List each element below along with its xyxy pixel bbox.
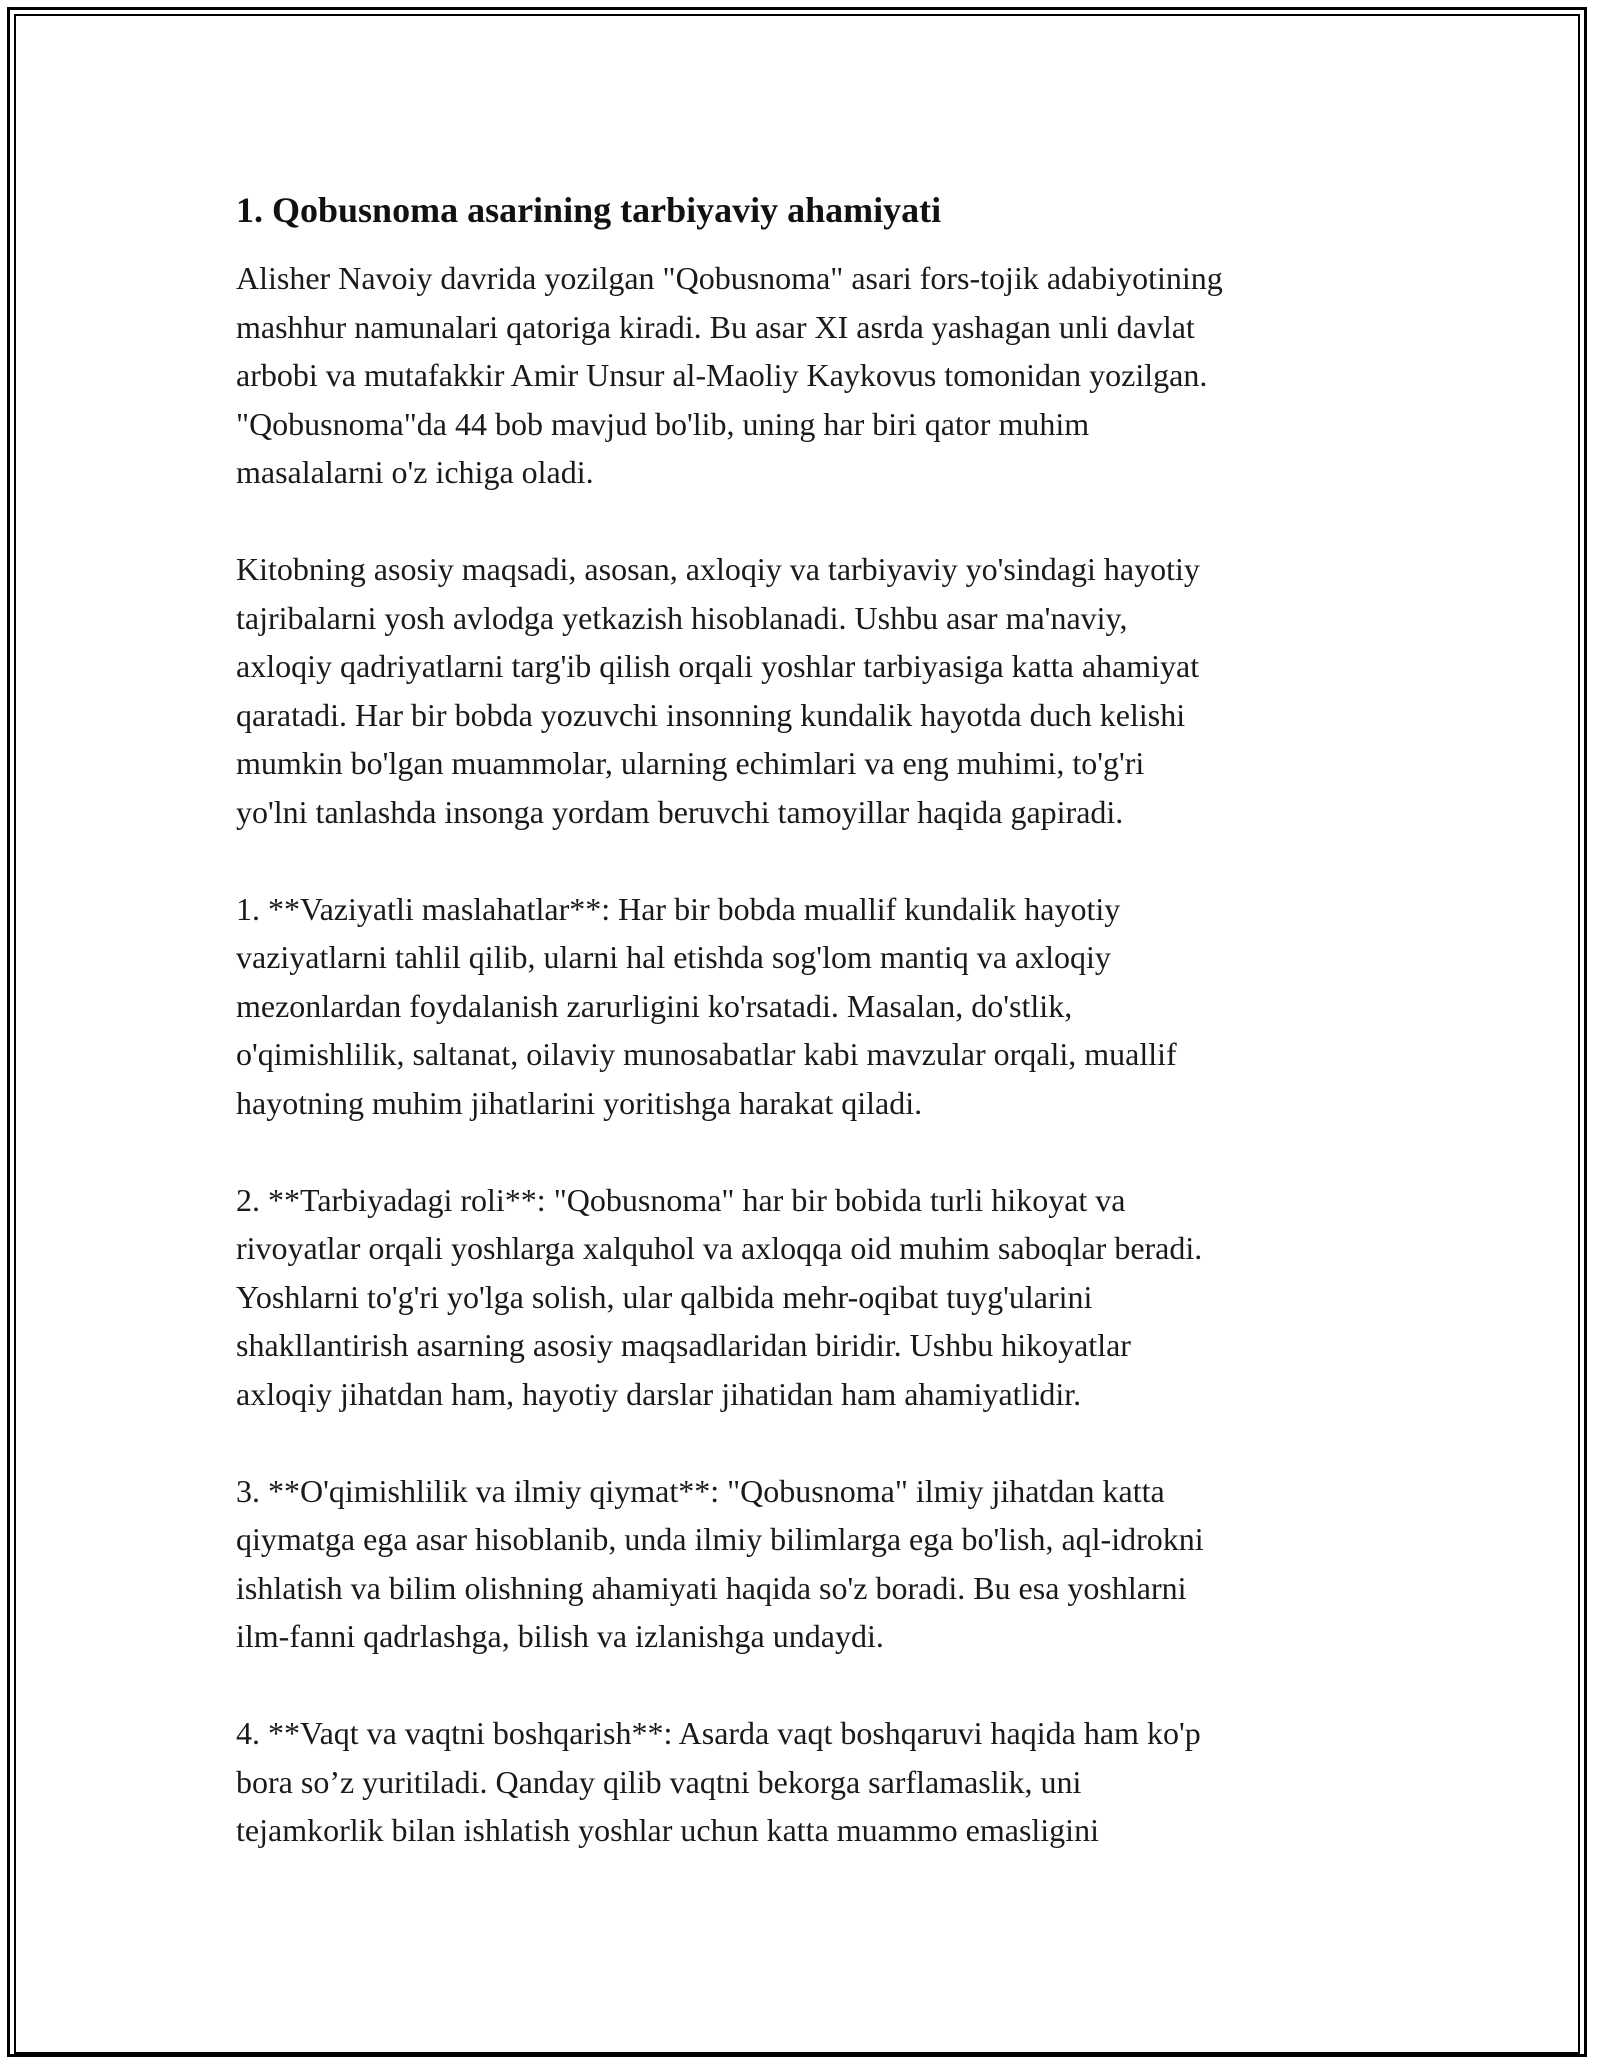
text-line: 1. **Vaziyatli maslahatlar**: Har bir bobda muallif kundalik hayotiy bbox=[236, 890, 1121, 927]
text-line: 2. **Tarbiyadagi roli**: "Qobusnoma" har bir bobida turli hikoyat va bbox=[236, 1181, 1126, 1218]
text-line: yo'lni tanlashda insonga yordam beruvchi tamoyillar haqida gapiradi. bbox=[236, 793, 1124, 830]
document-body bbox=[236, 188, 1386, 1855]
text-line: axloqiy qadriyatlarni targ'ib qilish orqali yoshlar tarbiyasiga katta ahamiyat bbox=[236, 648, 1200, 684]
text-line: mumkin bo'lgan muammolar, ularning echimlari va eng muhimi, to'g'ri bbox=[236, 745, 1145, 781]
text-line: shakllantirish asarning asosiy maqsadlaridan biridir. Ushbu hikoyatlar bbox=[236, 1327, 1131, 1363]
paragraph-gap bbox=[236, 1661, 1386, 1710]
text-line: rivoyatlar orqali yoshlarga xalquhol va axloqqa oid muhim saboqlar beradi. bbox=[236, 1230, 1203, 1266]
text-line: bora so’z yuritiladi. Qanday qilib vaqtni bekorga sarflamaslik, uni bbox=[236, 1763, 1082, 1800]
text-line: 4. **Vaqt va vaqtni boshqarish**: Asarda vaqt boshqaruvi haqida ham ko'p bbox=[236, 1715, 1201, 1751]
text-line: 3. **O'qimishlilik va ilmiy qiymat**: "Qobusnoma" ilmiy jihatdan katta bbox=[236, 1472, 1165, 1509]
text-line: tejamkorlik bilan ishlatish yoshlar uchun katta muammo emasligini bbox=[236, 1812, 1099, 1848]
paragraph-gap bbox=[236, 497, 1386, 546]
text-line: Yoshlarni to'g'ri yo'lga solish, ular qalbida mehr-oqibat tuyg'ularini bbox=[236, 1278, 1093, 1315]
text-line: hayotning muhim jihatlarini yoritishga harakat qiladi. bbox=[236, 1084, 923, 1121]
text-line: mezonlardan foydalanish zarurligini ko'rsatadi. Masalan, do'stlik, bbox=[236, 987, 1073, 1024]
list-item-4 bbox=[236, 1709, 1386, 1855]
document-title: 1. Qobusnoma asarining tarbiyaviy ahamiyati bbox=[236, 190, 942, 230]
text-line: o'qimishlilik, saltanat, oilaviy munosabatlar kabi mavzular orqali, muallif bbox=[236, 1036, 1177, 1072]
paragraph-purpose bbox=[236, 545, 1386, 836]
text-line: vaziyatlarni tahlil qilib, ularni hal etishda sog'lom mantiq va axloqiy bbox=[236, 939, 1111, 975]
text-line: tajribalarni yosh avlodga yetkazish hisoblanadi. Ushbu asar ma'naviy, bbox=[236, 599, 1128, 636]
text-line: Alisher Navoiy davrida yozilgan "Qobusnoma" asari fors-tojik adabiyotining bbox=[236, 260, 1223, 296]
text-line: qaratadi. Har bir bobda yozuvchi insonning kundalik hayotda duch kelishi bbox=[236, 696, 1186, 733]
text-line: qiymatga ega asar hisoblanib, unda ilmiy bilimlarga ega bo'lish, aql-idrokni bbox=[236, 1521, 1204, 1557]
paragraph-intro bbox=[236, 254, 1386, 497]
list-item-1 bbox=[236, 885, 1386, 1128]
text-line: "Qobusnoma"da 44 bob mavjud bo'lib, uning har biri qator muhim bbox=[236, 405, 1090, 442]
text-line: axloqiy jihatdan ham, hayotiy darslar jihatidan ham ahamiyatlidir. bbox=[236, 1375, 1082, 1412]
paragraph-gap bbox=[236, 1418, 1386, 1467]
text-line: mashhur namunalari qatoriga kiradi. Bu asar XI asrda yashagan unli davlat bbox=[236, 308, 1195, 345]
list-item-2 bbox=[236, 1176, 1386, 1419]
paragraph-gap bbox=[236, 836, 1386, 885]
paragraph-gap bbox=[236, 1127, 1386, 1176]
text-line: arbobi va mutafakkir Amir Unsur al-Maoliy Kaykovus tomonidan yozilgan. bbox=[236, 357, 1208, 393]
text-line: ishlatish va bilim olishning ahamiyati haqida so'z boradi. Bu esa yoshlarni bbox=[236, 1569, 1187, 1606]
text-line: Kitobning asosiy maqsadi, asosan, axloqiy va tarbiyaviy yo'sindagi hayotiy bbox=[236, 551, 1200, 587]
list-item-3 bbox=[236, 1467, 1386, 1661]
text-line: masalalarni o'z ichiga oladi. bbox=[236, 454, 594, 490]
text-line: ilm-fanni qadrlashga, bilish va izlanishga undaydi. bbox=[236, 1618, 884, 1654]
